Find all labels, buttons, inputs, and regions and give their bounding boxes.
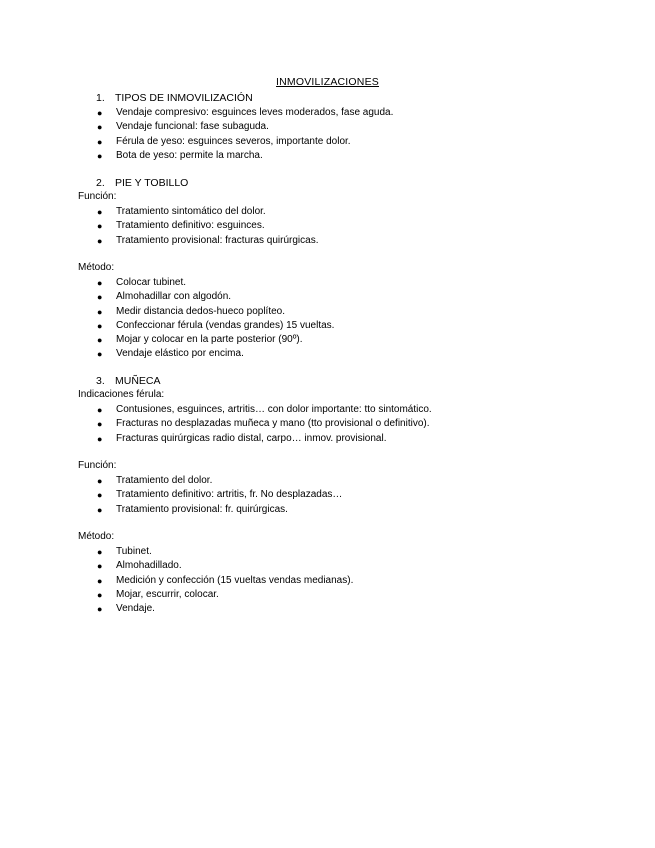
- metodo-label: Método:: [78, 531, 115, 542]
- list-item: ● Tratamiento provisional: fracturas quirúrgicas.: [97, 234, 319, 246]
- bullet-icon: ●: [97, 207, 103, 217]
- indicaciones-label: Indicaciones férula:: [78, 389, 165, 400]
- list-item: ● Almohadillado.: [97, 560, 182, 572]
- bullet-icon: ●: [97, 278, 103, 288]
- document-title: INMOVILIZACIONES: [276, 76, 379, 88]
- muneca-funcion-list: [0, 474, 655, 517]
- bullet-icon: ●: [97, 221, 103, 232]
- muneca-indicaciones-list: [0, 403, 655, 446]
- bullet-icon: ●: [97, 150, 103, 161]
- bullet-icon: ●: [97, 320, 103, 331]
- list-item: ● Medir distancia dedos-hueco poplíteo.: [97, 305, 285, 317]
- bullet-icon: ●: [97, 235, 103, 246]
- funcion-label: Función:: [78, 191, 117, 202]
- list-item: ● Férula de yeso: esguinces severos, importante dolor.: [97, 135, 351, 147]
- muneca-metodo-list: [0, 545, 655, 616]
- list-item: ● Vendaje elástico por encima.: [97, 348, 244, 360]
- bullet-icon: ●: [97, 136, 103, 147]
- list-item: ● Fracturas no desplazadas muñeca y mano (tto provisional o definitivo).: [97, 418, 430, 430]
- bullet-icon: ●: [97, 292, 103, 303]
- list-item: ● Tratamiento provisional: fr. quirúrgicas.: [97, 503, 288, 515]
- tipos-list: [0, 106, 655, 163]
- bullet-icon: ●: [97, 122, 103, 133]
- list-item: ● Almohadillar con algodón.: [97, 291, 232, 303]
- section-title: TIPOS DE INMOVILIZACIÓN: [115, 92, 253, 104]
- section-number: 3.: [96, 375, 105, 387]
- section-title: MUÑECA: [115, 375, 161, 387]
- list-item: ● Medición y confección (15 vueltas vendas medianas).: [97, 574, 354, 586]
- section-heading-pie-tobillo: [96, 177, 188, 189]
- section-heading-muneca: [96, 375, 161, 387]
- bullet-icon: ●: [97, 575, 103, 586]
- list-item: ● Tratamiento definitivo: esguinces.: [97, 220, 265, 232]
- section-title: PIE Y TOBILLO: [115, 177, 189, 189]
- pie-metodo-list: [0, 276, 655, 362]
- list-item: ● Vendaje compresivo: esguinces leves moderados, fase aguda.: [97, 107, 394, 118]
- bullet-icon: ●: [97, 306, 103, 317]
- list-item: ● Contusiones, esguinces, artritis… con dolor importante: tto sintomático.: [97, 404, 432, 415]
- bullet-icon: ●: [97, 604, 103, 615]
- section-heading-tipos: [96, 92, 253, 104]
- list-item: ● Tratamiento del dolor.: [97, 475, 213, 486]
- bullet-icon: ●: [97, 433, 103, 444]
- list-item: ● Mojar y colocar en la parte posterior (90º).: [97, 334, 303, 346]
- list-item: ● Colocar tubinet.: [97, 277, 187, 288]
- list-item: ● Vendaje funcional: fase subaguda.: [97, 121, 269, 133]
- list-item: ● Vendaje.: [97, 603, 155, 615]
- bullet-icon: ●: [97, 349, 103, 360]
- bullet-icon: ●: [97, 547, 103, 557]
- pie-funcion-list: [0, 205, 655, 248]
- section-number: 2.: [96, 177, 105, 189]
- bullet-icon: ●: [97, 504, 103, 515]
- bullet-icon: ●: [97, 405, 103, 415]
- bullet-icon: ●: [97, 490, 103, 501]
- bullet-icon: ●: [97, 476, 103, 486]
- list-item: ● Fracturas quirúrgicas radio distal, carpo… inmov. provisional.: [97, 432, 387, 444]
- bullet-icon: ●: [97, 108, 103, 118]
- list-item: ● Bota de yeso: permite la marcha.: [97, 149, 263, 161]
- metodo-label: Método:: [78, 262, 115, 273]
- bullet-icon: ●: [97, 561, 103, 572]
- list-item: ● Confeccionar férula (vendas grandes) 15 vueltas.: [97, 319, 335, 331]
- list-item: ● Tubinet.: [97, 546, 152, 557]
- bullet-icon: ●: [97, 419, 103, 430]
- list-item: ● Tratamiento definitivo: artritis, fr. No desplazadas…: [97, 489, 343, 501]
- bullet-icon: ●: [97, 589, 103, 600]
- funcion-label: Función:: [78, 460, 117, 471]
- bullet-icon: ●: [97, 335, 103, 346]
- list-item: ● Mojar, escurrir, colocar.: [97, 588, 219, 600]
- section-number: 1.: [96, 92, 105, 104]
- list-item: ● Tratamiento sintomático del dolor.: [97, 206, 266, 217]
